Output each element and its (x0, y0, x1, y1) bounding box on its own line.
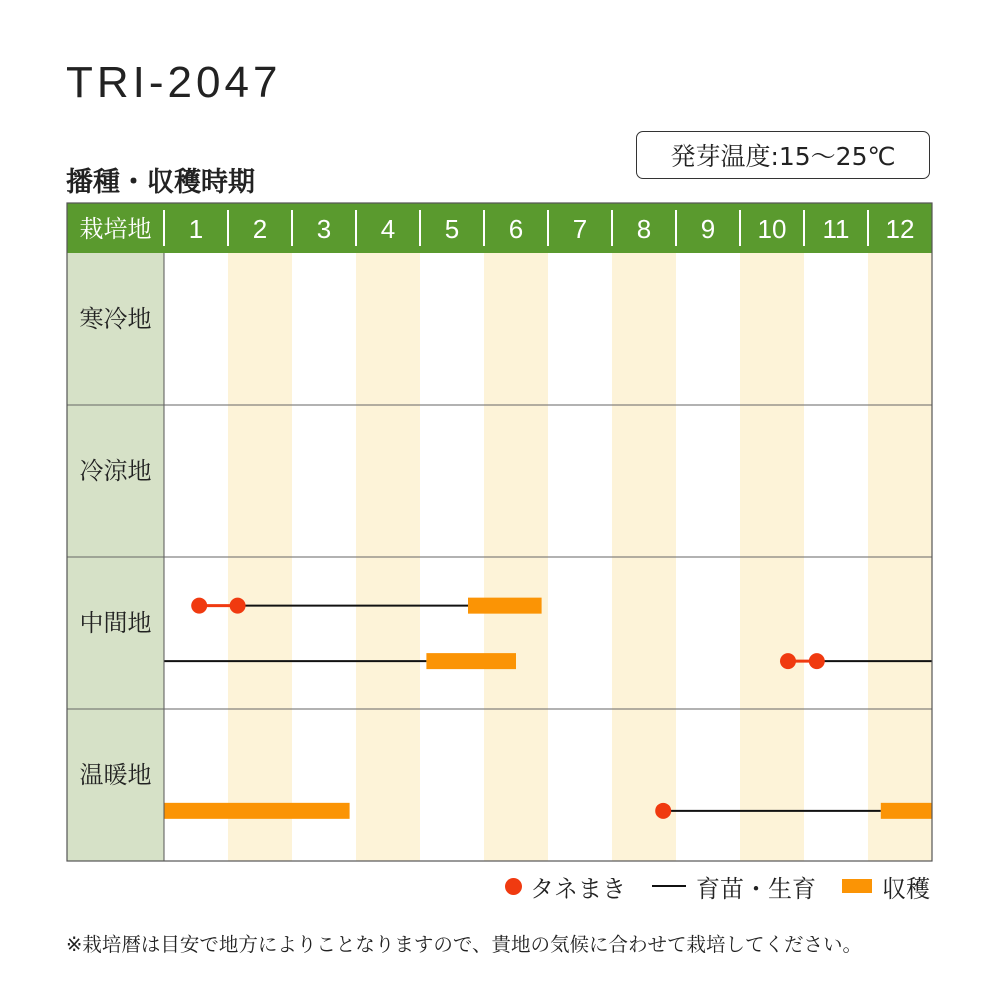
harvest-bar (468, 598, 542, 614)
region-label: 冷涼地 (79, 457, 152, 485)
harvest-bar (426, 653, 516, 669)
legend-harvest (842, 869, 930, 904)
legend-sowing (505, 869, 626, 904)
sowing-mark-start-dot (655, 803, 671, 819)
month-label: 4 (380, 214, 396, 244)
month-label: 3 (316, 214, 332, 244)
section-subtitle: 播種・収穫時期 (66, 167, 255, 198)
growing-line-icon (652, 885, 686, 887)
sowing-dot-icon (505, 878, 522, 895)
month-label: 1 (188, 214, 204, 244)
header-region-label: 栽培地 (79, 215, 152, 243)
month-label: 8 (636, 214, 652, 244)
sowing-mark-start-dot (191, 598, 207, 614)
legend-growing-label: 育苗・生育 (696, 874, 816, 903)
chart-legend (505, 868, 930, 904)
region-label: 中間地 (79, 609, 152, 637)
month-label: 6 (508, 214, 524, 244)
month-label: 9 (700, 214, 716, 244)
sowing-mark-end-dot (809, 653, 825, 669)
harvest-bar (881, 803, 932, 819)
month-label: 2 (252, 214, 268, 244)
harvest-bar-icon (842, 879, 872, 893)
sowing-mark-start-dot (780, 653, 796, 669)
month-label: 7 (572, 214, 588, 244)
legend-harvest-label: 収穫 (882, 874, 930, 903)
region-label: 温暖地 (79, 761, 152, 789)
legend-sowing-label: タネまき (530, 874, 626, 903)
legend-growing (652, 869, 816, 904)
month-label: 5 (444, 214, 460, 244)
month-label: 11 (822, 214, 850, 244)
region-label: 寒冷地 (79, 305, 152, 333)
month-label: 10 (757, 214, 787, 244)
page-title: TRI-2047 (66, 58, 282, 107)
month-label: 12 (885, 214, 915, 244)
germination-temperature-badge: 発芽温度:15〜25℃ (636, 131, 930, 179)
harvest-bar (164, 803, 350, 819)
footnote: ※栽培暦は目安で地方によりことなりますので、貴地の気候に合わせて栽培してください。 (66, 933, 862, 956)
sowing-mark-end-dot (230, 598, 246, 614)
